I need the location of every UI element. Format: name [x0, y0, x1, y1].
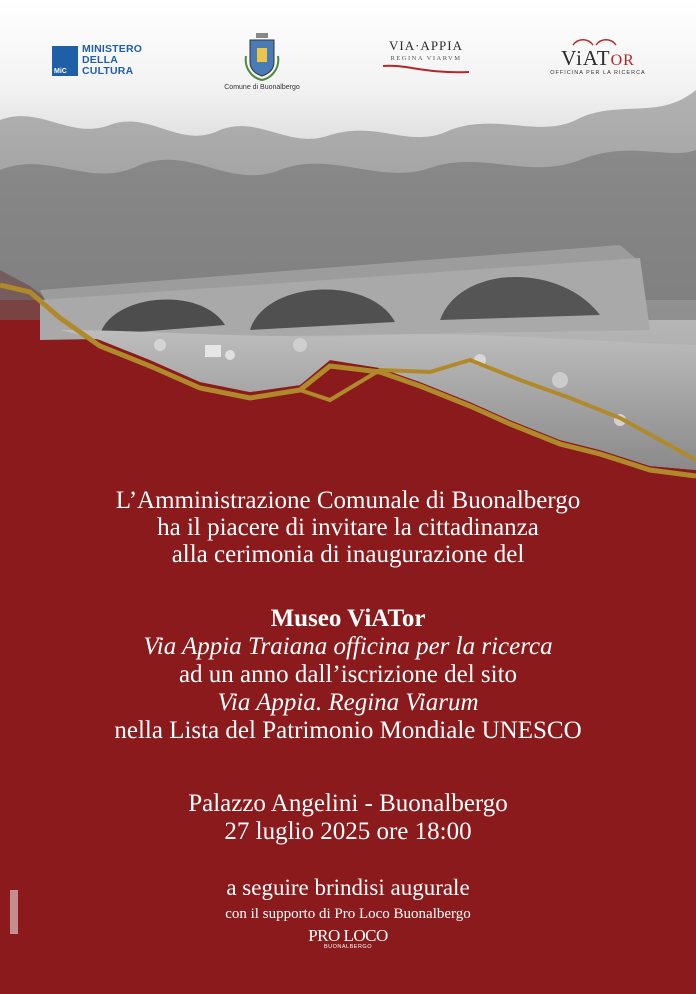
event-details: [0, 790, 696, 846]
crest-icon: [242, 30, 282, 82]
museum-name: Museo ViATor: [270, 605, 426, 632]
invitation-text: L’Amministrazione Comunale di Buonalbergo ha il piacere di invitare la cittadinanza alla cerimonia di inaugurazione del: [115, 487, 581, 568]
arches-icon: [568, 36, 628, 46]
red-road-icon: [381, 62, 471, 76]
mic-mark-icon: MiC: [52, 46, 78, 76]
museum-text: Museo ViATor Via Appia Traiana officina per la ricerca ad un anno dall’iscrizione del sito Via Appia. Regina Viarum nella Lista del Patrimonio Mondiale UNESCO: [0, 605, 696, 745]
event-datetime: 27 luglio 2025 ore 18:00: [224, 818, 472, 845]
comune-buonalbergo-logo: Comune di Buonalbergo: [222, 30, 302, 91]
via-appia-logo: VIA·APPIA REGINA VIARVM: [376, 38, 476, 76]
event-place: Palazzo Angelini - Buonalbergo: [188, 790, 508, 817]
viator-logo: ViATOR OFFICINA PER LA RICERCA: [548, 36, 648, 76]
ministero-cultura-logo: MiC MINISTERO DELLA CULTURA: [54, 43, 143, 77]
support-text: con il supporto di Pro Loco Buonalbergo: [225, 906, 471, 922]
brindisi-text: a seguire brindisi augurale: [226, 875, 470, 900]
side-credit-mark: [10, 890, 18, 934]
proloco-logo: PRO LOCO BUONALBERGO: [308, 926, 388, 950]
